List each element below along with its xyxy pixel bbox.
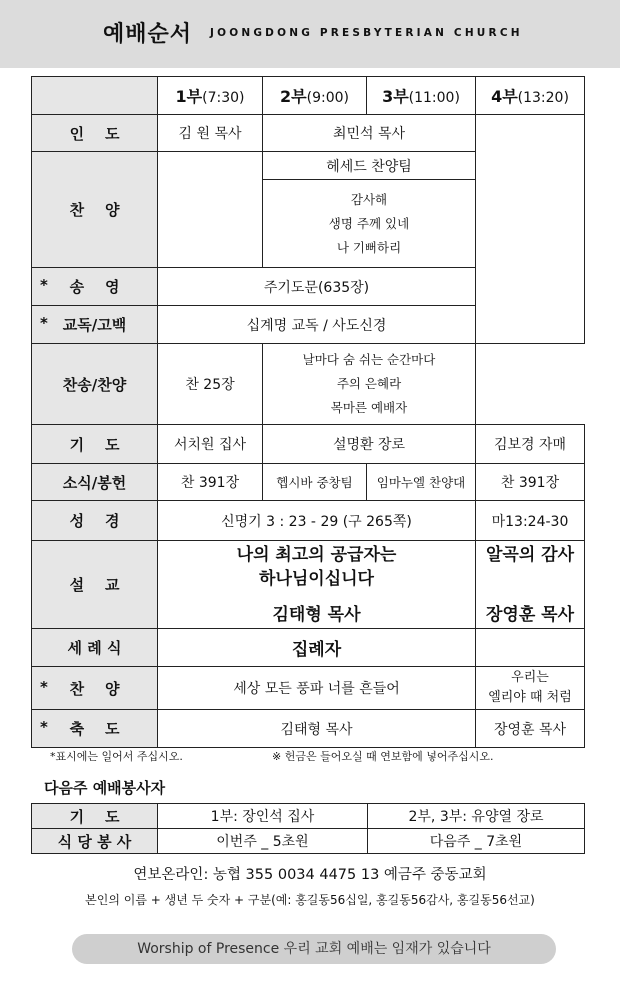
- offering-s3: 임마누엘 찬양대: [367, 464, 476, 501]
- hymn-s23: 날마다 숨 쉬는 순간마다 주의 은혜라 목마른 예배자: [263, 344, 476, 425]
- invocation-s1: 김 원 목사: [158, 115, 263, 152]
- label-doxology: * 송 영: [32, 268, 158, 306]
- offering-s1: 찬 391장: [158, 464, 263, 501]
- baptism-content: 집례자: [158, 629, 476, 667]
- next-week-table: [31, 803, 585, 854]
- sermon-s13: 나의 최고의 공급자는 하나님이십니다 김태형 목사: [158, 541, 476, 629]
- label-invocation: 인 도: [32, 115, 158, 152]
- corner-cell: [32, 77, 158, 115]
- praise2-s13: 세상 모든 풍파 너를 흔들어: [158, 667, 476, 710]
- page-title: 예배순서: [103, 22, 193, 47]
- worship-order-table: [31, 76, 585, 748]
- row-benediction: [32, 710, 585, 748]
- label-praise: 찬 양: [32, 152, 158, 268]
- service-3-header: 3부(11:00): [367, 77, 476, 115]
- prayer-s1: 서치원 집사: [158, 425, 263, 464]
- page-header: [0, 0, 620, 68]
- next-kitchen-label: 식 당 봉 사: [32, 829, 158, 854]
- label-confession: * 교독/고백: [32, 306, 158, 344]
- praise-songs: 감사해 생명 주께 있네 나 기뻐하리: [263, 180, 476, 268]
- standing-note: *표시에는 일어서 주십시오.: [50, 750, 183, 763]
- prayer-s23: 설명환 장로: [263, 425, 476, 464]
- row-sermon: [32, 541, 585, 629]
- next-week-heading: 다음주 예배봉사자: [44, 779, 166, 797]
- offering-note: ※ 헌금은 들어오실 때 연보함에 넣어주십시오.: [272, 750, 494, 763]
- row-praise2: [32, 667, 585, 710]
- label-baptism: 세 례 식: [32, 629, 158, 667]
- next-prayer-b: 2부, 3부: 유양열 장로: [368, 804, 585, 829]
- s4-praise-cell: [476, 115, 585, 344]
- invocation-s23: 최민석 목사: [263, 115, 476, 152]
- praise-team: 헤세드 찬양팀: [263, 152, 476, 180]
- praise-s1: [158, 152, 263, 268]
- hymn-s1: 찬 25장: [158, 344, 263, 425]
- confession-content: 십계명 교독 / 사도신경: [158, 306, 476, 344]
- row-invocation: [32, 115, 585, 152]
- offering-s4: 찬 391장: [476, 464, 585, 501]
- scripture-s4: 마13:24-30: [476, 501, 585, 541]
- label-hymn: 찬송/찬양: [32, 344, 158, 425]
- next-kitchen-row: [32, 829, 585, 854]
- praise2-s4: 우리는 엘리야 때 처럼: [476, 667, 585, 710]
- label-scripture: 성 경: [32, 501, 158, 541]
- church-name: JOONGDONG PRESBYTERIAN CHURCH: [210, 27, 523, 39]
- sermon-s4: 알곡의 감사 장영훈 목사: [476, 541, 585, 629]
- row-offering: [32, 464, 585, 501]
- prayer-s4: 김보경 자매: [476, 425, 585, 464]
- next-prayer-label: 기 도: [32, 804, 158, 829]
- row-baptism: [32, 629, 585, 667]
- next-kitchen-a: 이번주 _ 5초원: [158, 829, 368, 854]
- row-scripture: [32, 501, 585, 541]
- service-header-row: [32, 77, 585, 115]
- baptism-s4: [476, 629, 585, 667]
- row-prayer: [32, 425, 585, 464]
- benediction-s13: 김태형 목사: [158, 710, 476, 748]
- service-4-header: 4부(13:20): [476, 77, 585, 115]
- doxology-content: 주기도문(635장): [158, 268, 476, 306]
- label-sermon: 설 교: [32, 541, 158, 629]
- footer-slogan: Worship of Presence 우리 교회 예배는 임재가 있습니다: [72, 934, 556, 964]
- next-prayer-row: [32, 804, 585, 829]
- offering-naming-guide: 본인의 이름 + 생년 두 숫자 + 구분(예: 홍길동56십일, 홍길동56감사, 홍길동56선교): [85, 893, 535, 907]
- next-kitchen-b: 다음주 _ 7초원: [368, 829, 585, 854]
- online-offering-account: 연보온라인: 농협 355 0034 4475 13 예금주 중동교회: [133, 867, 487, 883]
- offering-s2: 헵시바 중창팀: [263, 464, 367, 501]
- service-1-header: 1부(7:30): [158, 77, 263, 115]
- label-prayer: 기 도: [32, 425, 158, 464]
- label-offering: 소식/봉헌: [32, 464, 158, 501]
- scripture-s13: 신명기 3 : 23 - 29 (구 265쪽): [158, 501, 476, 541]
- benediction-s4: 장영훈 목사: [476, 710, 585, 748]
- row-hymn: [32, 344, 585, 425]
- label-praise2: * 찬 양: [32, 667, 158, 710]
- label-benediction: * 축 도: [32, 710, 158, 748]
- next-prayer-a: 1부: 장인석 집사: [158, 804, 368, 829]
- service-2-header: 2부(9:00): [263, 77, 367, 115]
